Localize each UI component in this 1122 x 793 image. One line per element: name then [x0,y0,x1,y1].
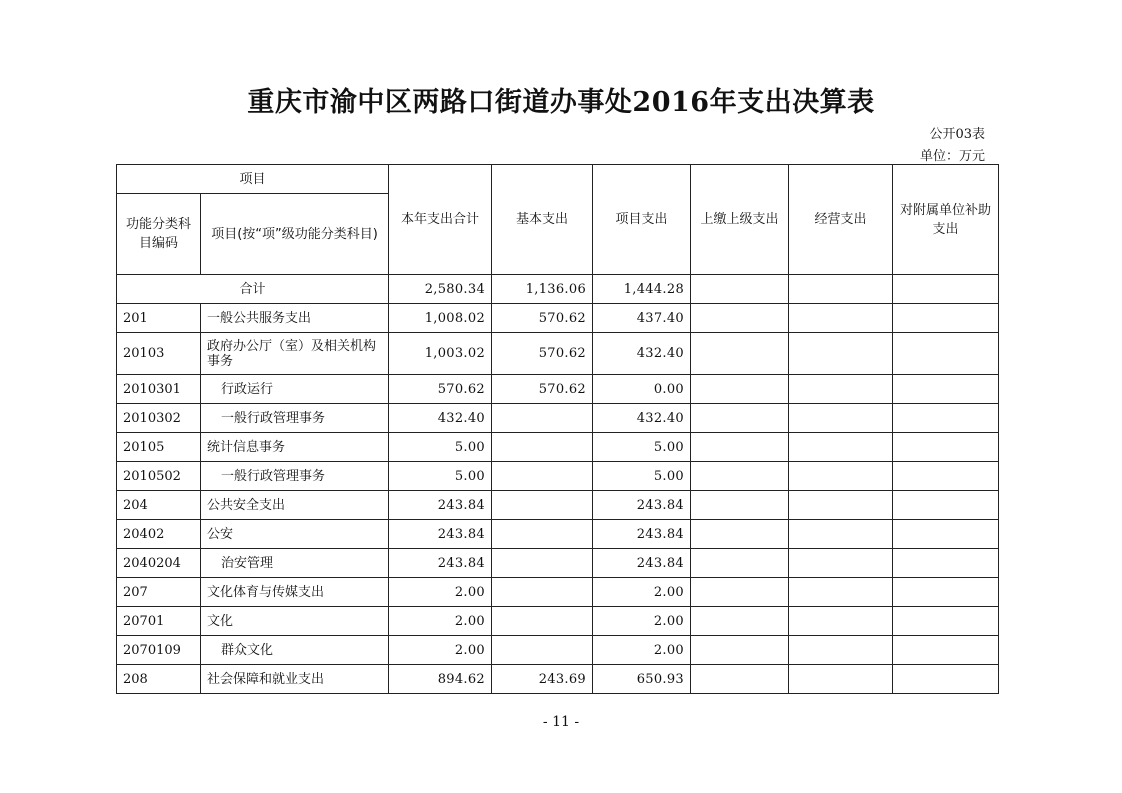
row-basic: 570.62 [492,375,593,404]
row-name: 公安 [201,520,389,549]
row-subsidy [893,636,999,665]
row-basic: 570.62 [492,333,593,375]
row-total: 243.84 [389,491,492,520]
row-remit [691,520,789,549]
row-code: 2010301 [117,375,201,404]
row-name: 政府办公厅（室）及相关机构事务 [201,333,389,375]
row-subsidy [893,665,999,694]
row-total: 1,003.02 [389,333,492,375]
row-remit [691,578,789,607]
total-row [117,275,999,304]
table-row [117,665,999,694]
table-row [117,433,999,462]
row-subsidy [893,404,999,433]
row-name: 群众文化 [201,636,389,665]
row-business [789,404,893,433]
row-code: 204 [117,491,201,520]
header-remit: 上缴上级支出 [691,165,789,275]
row-code: 2040204 [117,549,201,578]
row-project: 5.00 [593,462,691,491]
row-business [789,520,893,549]
row-code: 201 [117,304,201,333]
row-remit [691,549,789,578]
row-total: 5.00 [389,433,492,462]
row-basic [492,549,593,578]
row-business [789,665,893,694]
table-row [117,520,999,549]
row-project: 243.84 [593,520,691,549]
row-project: 432.40 [593,404,691,433]
row-subsidy [893,520,999,549]
header-project: 项目支出 [593,165,691,275]
row-total: 2.00 [389,636,492,665]
table-row [117,491,999,520]
row-business [789,607,893,636]
row-subsidy [893,433,999,462]
row-business [789,462,893,491]
row-name: 文化 [201,607,389,636]
row-total: 570.62 [389,375,492,404]
header-item-name: 项目(按“项”级功能分类科目) [201,194,389,275]
row-project: 5.00 [593,433,691,462]
page-title: 重庆市渝中区两路口街道办事处2016年支出决算表 [247,87,875,118]
total-business [789,275,893,304]
row-remit [691,491,789,520]
header-item: 项目 [117,165,389,194]
row-total: 243.84 [389,520,492,549]
row-total: 894.62 [389,665,492,694]
row-business [789,491,893,520]
table-row [117,404,999,433]
row-code: 2070109 [117,636,201,665]
row-subsidy [893,491,999,520]
row-business [789,549,893,578]
row-business [789,304,893,333]
row-basic: 243.69 [492,665,593,694]
row-basic [492,578,593,607]
row-business [789,578,893,607]
row-name: 公共安全支出 [201,491,389,520]
row-remit [691,375,789,404]
table-row [117,304,999,333]
row-basic [492,462,593,491]
row-total: 432.40 [389,404,492,433]
row-code: 20103 [117,333,201,375]
header-total: 本年支出合计 [389,165,492,275]
row-subsidy [893,375,999,404]
row-code: 208 [117,665,201,694]
row-basic [492,404,593,433]
table-row [117,462,999,491]
row-basic [492,636,593,665]
form-code-label: 公开03表 [929,127,985,142]
row-project: 437.40 [593,304,691,333]
row-project: 650.93 [593,665,691,694]
table-row [117,578,999,607]
row-project: 2.00 [593,607,691,636]
total-subsidy [893,275,999,304]
row-code: 2010502 [117,462,201,491]
header-business: 经营支出 [789,165,893,275]
row-remit [691,404,789,433]
total-amount: 2,580.34 [389,275,492,304]
row-remit [691,636,789,665]
row-business [789,636,893,665]
row-total: 1,008.02 [389,304,492,333]
row-name: 一般公共服务支出 [201,304,389,333]
row-project: 2.00 [593,636,691,665]
table-row [117,549,999,578]
row-subsidy [893,578,999,607]
row-total: 243.84 [389,549,492,578]
row-name: 统计信息事务 [201,433,389,462]
row-remit [691,333,789,375]
row-code: 207 [117,578,201,607]
row-total: 2.00 [389,607,492,636]
row-basic [492,520,593,549]
row-name: 文化体育与传媒支出 [201,578,389,607]
row-project: 2.00 [593,578,691,607]
row-name: 治安管理 [201,549,389,578]
row-subsidy [893,333,999,375]
row-project: 243.84 [593,549,691,578]
row-code: 20105 [117,433,201,462]
row-basic [492,607,593,636]
header-func-code: 功能分类科目编码 [117,194,201,275]
table-row [117,636,999,665]
row-total: 2.00 [389,578,492,607]
header-basic: 基本支出 [492,165,593,275]
expenditure-table [116,164,999,694]
total-basic: 1,136.06 [492,275,593,304]
row-basic: 570.62 [492,304,593,333]
table-row [117,333,999,375]
unit-label: 单位：万元 [919,149,985,164]
row-basic [492,491,593,520]
total-remit [691,275,789,304]
row-remit [691,607,789,636]
table-row [117,375,999,404]
row-name: 行政运行 [201,375,389,404]
page-number: - 11 - [542,714,580,730]
row-remit [691,433,789,462]
row-subsidy [893,462,999,491]
table-row [117,607,999,636]
row-name: 一般行政管理事务 [201,404,389,433]
row-project: 432.40 [593,333,691,375]
row-business [789,433,893,462]
row-basic [492,433,593,462]
row-remit [691,304,789,333]
row-subsidy [893,607,999,636]
row-remit [691,462,789,491]
row-code: 20402 [117,520,201,549]
row-code: 20701 [117,607,201,636]
row-business [789,375,893,404]
total-label: 合计 [117,275,389,304]
row-total: 5.00 [389,462,492,491]
row-code: 2010302 [117,404,201,433]
row-project: 0.00 [593,375,691,404]
row-business [789,333,893,375]
total-project: 1,444.28 [593,275,691,304]
header-subsidy: 对附属单位补助支出 [893,165,999,275]
row-project: 243.84 [593,491,691,520]
row-subsidy [893,549,999,578]
row-remit [691,665,789,694]
row-subsidy [893,304,999,333]
row-name: 社会保障和就业支出 [201,665,389,694]
row-name: 一般行政管理事务 [201,462,389,491]
